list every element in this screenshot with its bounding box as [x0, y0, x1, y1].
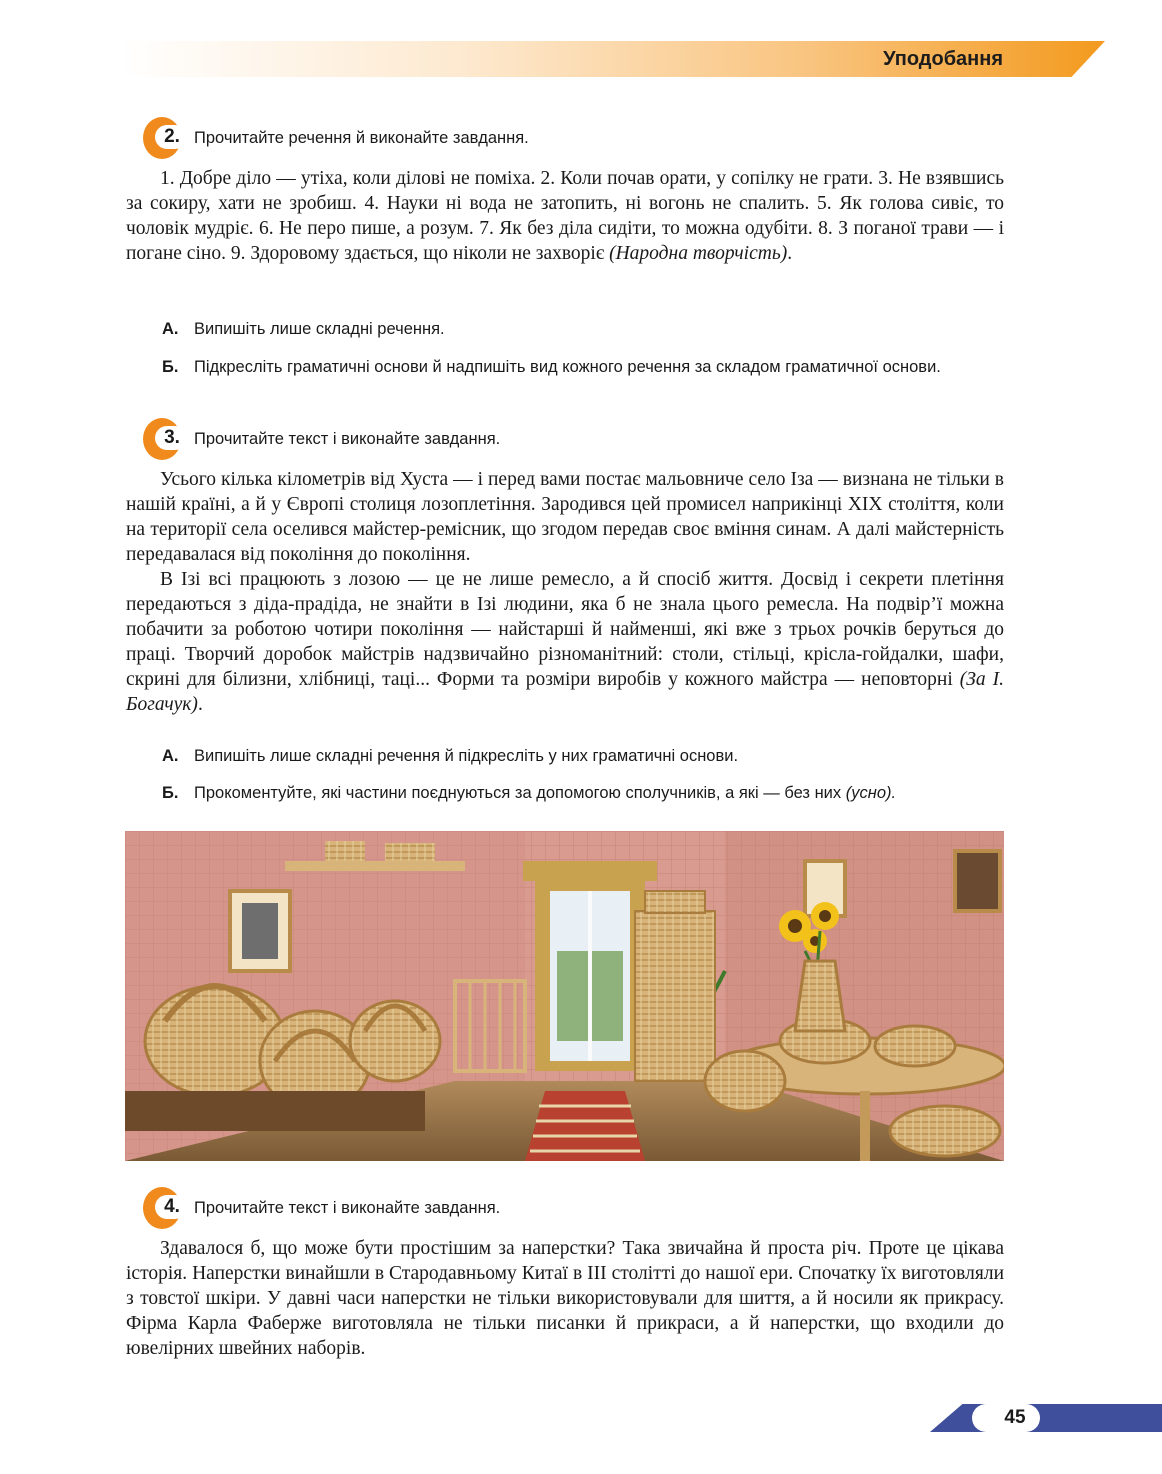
- exercise-3-task-a: А. Випишіть лише складні речення й підкресліть у них граматичні основи.: [162, 747, 739, 765]
- section-title: Уподобання: [883, 48, 1003, 70]
- wicker-museum-photo: [125, 831, 1004, 1161]
- exercise-3-paragraph-1: Усього кілька кілометрів від Хуста — і перед вами постає мальовниче село Іза — визнана не тільки в нашій країні, а й у Європі столиця лозоплетіння. Зародився цей промисел наприкінці XIX століття, коли на території села оселився майстер-ремісник, що згодом передав своє вміння синам. А далі майстерність передавалася від покоління до покоління.: [126, 469, 1004, 565]
- exercise-2-instruction: Прочитайте речення й виконайте завдання.: [194, 129, 529, 147]
- exercise-2-task-b: Б. Підкресліть граматичні основи й надпишіть вид кожного речення за складом граматичної основи.: [162, 358, 941, 376]
- exercise-3-task-b: Б. Прокоментуйте, які частини поєднуються за допомогою сполучників, а які — без них (усно).: [162, 784, 897, 802]
- exercise-3-instruction: Прочитайте текст і виконайте завдання.: [194, 430, 501, 448]
- page-number: 45: [1004, 1407, 1026, 1428]
- exercise-3-number-badge: [143, 418, 187, 462]
- exercise-2-source: (Народна творчість): [609, 243, 788, 264]
- exercise-4-instruction: Прочитайте текст і виконайте завдання.: [194, 1199, 501, 1217]
- exercise-3-number: 3.: [164, 427, 180, 448]
- exercise-2-number: 2.: [164, 126, 180, 147]
- exercise-2-number-badge: [143, 117, 187, 161]
- exercise-4-number: 4.: [164, 1196, 180, 1217]
- exercise-3-paragraph-2: В Ізі всі працюють з лозою — це не лише ремесло, а й спосіб життя. Досвід і секрети плетіння передаються з діда-прадіда, не знайти в Ізі людини, яка б не знала цього ремесла. На подвір’ї можна побачити за роботою чотири покоління — найстарші й найменші, які вже з трьох рочків беруться до праці. Творчий доробок майстрів надзвичайно різноманітний: столи, стільці, крісла-гойдалки, шафи, скрині для білизни, хлібниці, таці... Форми та розміри виробів у кожного майстра — неповторні (За І. Богачук).: [126, 569, 1004, 715]
- exercise-2-text: 1. Добре діло — утіха, коли ділові не поміха. 2. Коли почав орати, у сопілку не грати. 3. Не взявшись за сокиру, хати не зробиш. 4. Науки ні вода не затопить, ні вогонь не спалить. 5. Як голова сивіє, то чоловік мудріє. 6. Не перо пише, а розум. 7. Як без діла сидіти, то можна одубіти. 8. З поганої трави — і погане сіно. 9. Здоровому здається, що ніколи не захворіє (Народна творчість).: [126, 168, 1004, 264]
- exercise-4-paragraph-1: Здавалося б, що може бути простішим за наперстки? Така звичайна й проста річ. Проте це цікава історія. Наперстки винайшли в Стародавньому Китаї в III столітті до нашої ери. Спочатку їх виготовляли з товстої шкіри. У давні часи наперстки не тільки використовували для шиття, а й носили як прикрасу. Фірма Карла Фаберже виготовляла не тільки писанки й прикраси, а й наперстки, що входили до ювелірних швейних наборів.: [126, 1238, 1004, 1359]
- exercise-3-source: (За І. Богачук): [126, 669, 1004, 715]
- exercise-4-number-badge: [143, 1187, 187, 1231]
- exercise-2-task-a: А. Випишіть лише складні речення.: [162, 320, 445, 338]
